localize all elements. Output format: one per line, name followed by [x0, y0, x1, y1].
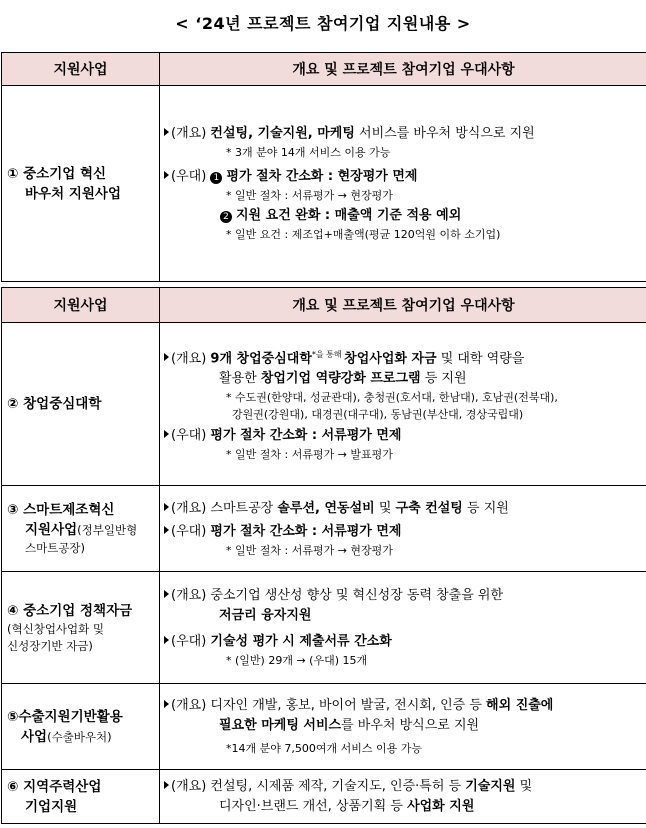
program-detail	[160, 770, 646, 824]
line-prefix: (우대)	[171, 634, 211, 649]
note-line: *14개 분야 7,500여개 서비스 이용 가능	[226, 742, 422, 755]
header-program: 지원사업	[2, 288, 160, 323]
line-segment: 9개 창업중심대학	[210, 351, 312, 367]
table-row	[2, 323, 646, 486]
line-segment: 등 지원	[462, 500, 509, 516]
line-segment: 평가 절차 간소화 : 현장평가 면제	[226, 169, 418, 184]
line-segment: 디자인·브랜드 개선, 상품기획 등	[219, 798, 408, 814]
line-segment: 기술성 평가 시 제출서류 간소화	[210, 634, 392, 649]
line-segment: 창업사업화 자금	[344, 351, 437, 367]
line-prefix: (개요)	[171, 351, 211, 367]
line-segment: 창업기업 역량강화 프로그램	[260, 371, 421, 387]
program-detail	[160, 572, 646, 684]
number-badge-icon: 1	[210, 172, 222, 184]
program-name	[2, 86, 160, 282]
program-name-line: ① 중소기업 혁신	[7, 165, 107, 182]
header-program: 지원사업	[2, 53, 160, 86]
table-row	[2, 86, 646, 282]
line-prefix: (우대)	[171, 169, 211, 184]
program-name-line: 기업지원	[25, 798, 78, 815]
line-segment: *을 통해	[311, 349, 345, 359]
detail-line	[164, 206, 646, 226]
line-segment: 활용한	[219, 371, 261, 387]
program-name-line: ③ 스마트제조혁신	[7, 502, 115, 518]
program-detail	[160, 486, 646, 572]
table-row	[2, 770, 646, 824]
line-segment: 중소기업 생산성 향상 및 혁신성장 동력 창출을 위한	[210, 588, 504, 603]
line-prefix: (개요)	[171, 500, 211, 516]
program-name	[2, 323, 160, 486]
program-name-line: ⑥ 지역주력산업	[7, 778, 102, 795]
program-sub-label: 신성장기반 자금)	[7, 638, 93, 653]
line-segment: 및	[515, 778, 533, 794]
line-prefix: (개요)	[171, 698, 211, 713]
triangle-bullet-icon	[164, 700, 169, 708]
line-prefix: (개요)	[171, 126, 211, 141]
document-title: < ‘24년 프로젝트 참여기업 지원내용 >	[175, 14, 471, 33]
triangle-bullet-icon	[164, 503, 169, 511]
line-segment: 스마트공장	[210, 500, 278, 516]
program-name-text: 사업	[21, 728, 48, 745]
program-detail	[160, 323, 646, 486]
line-segment: 및 대학 역량을	[436, 351, 525, 367]
detail-line	[164, 167, 646, 187]
line-segment: 솔루션, 연동설비	[277, 500, 375, 516]
program-sub-label: (정부일반형	[77, 523, 138, 537]
line-segment: 컨설팅, 기술지원, 마케팅	[210, 126, 355, 141]
support-table-2	[1, 287, 646, 824]
triangle-bullet-icon	[164, 590, 169, 598]
detail-line	[164, 499, 646, 519]
table-row	[2, 572, 646, 684]
line-segment: 기술지원	[465, 778, 516, 794]
note-line: * 일반 요건 : 제조업+매출액(평균 120억원 이하 소기업)	[226, 228, 501, 241]
program-name	[2, 486, 160, 572]
program-sub-label: (혁신창업사업화 및	[7, 621, 105, 636]
table-row	[2, 684, 646, 770]
line-segment: 디자인 개발, 홍보, 바이어 발굴, 전시회, 인증 등	[210, 698, 487, 713]
line-segment: 구축 컨설팅	[395, 500, 463, 516]
triangle-bullet-icon	[164, 636, 169, 644]
line-segment: 를 바우처 방식으로 지원	[341, 718, 480, 733]
detail-line	[164, 522, 646, 542]
line-segment: 등 지원	[420, 371, 467, 387]
triangle-bullet-icon	[164, 171, 169, 179]
line-prefix: (개요)	[171, 778, 211, 794]
detail-line	[164, 124, 646, 144]
note-line: * 일반 절차 : 서류평가 → 발표평가	[226, 448, 393, 462]
detail-line	[164, 716, 646, 736]
program-detail	[160, 684, 646, 770]
line-prefix: (우대)	[171, 523, 211, 539]
program-name-line: ④ 중소기업 정책자금	[7, 602, 133, 619]
program-name-line	[7, 520, 159, 540]
program-name	[2, 684, 160, 770]
program-sub-label: 스마트공장)	[25, 541, 86, 555]
triangle-bullet-icon	[164, 353, 169, 361]
line-segment: 컨설팅, 시제품 제작, 기술지도, 인증·특허 등	[210, 778, 466, 794]
detail-line	[164, 777, 646, 797]
note-line: * 3개 분야 14개 서비스 이용 가능	[226, 146, 391, 159]
program-sub-label: (수출바우처)	[47, 729, 112, 744]
detail-line	[164, 345, 646, 369]
detail-line	[164, 586, 646, 606]
note-line: * 일반 절차 : 서류평가 → 현장평가	[226, 189, 393, 202]
header-overview: 개요 및 프로젝트 참여기업 우대사항	[160, 288, 646, 323]
table-header-row	[2, 288, 646, 323]
program-name-line: ⑤수출지원기반활용	[7, 708, 123, 725]
program-name	[2, 572, 160, 684]
line-segment: 사업화 지원	[407, 798, 475, 814]
number-badge-icon: 2	[220, 211, 232, 223]
detail-line	[164, 696, 646, 716]
note-line: * (일반) 29개 → (우대) 15개	[226, 654, 368, 667]
table-row	[2, 486, 646, 572]
detail-line	[164, 369, 646, 389]
line-segment: 지원 요건 완화 : 매출액 기준 적용 예외	[236, 208, 462, 223]
program-detail	[160, 86, 646, 282]
program-name-line: 바우처 지원사업	[25, 185, 121, 202]
triangle-bullet-icon	[164, 781, 169, 789]
line-segment: 평가 절차 간소화 : 서류평가 면제	[210, 523, 402, 539]
detail-line	[164, 426, 646, 446]
detail-line	[164, 606, 646, 626]
support-table-1	[1, 52, 646, 282]
detail-line	[164, 797, 646, 817]
triangle-bullet-icon	[164, 430, 169, 438]
note-line: 강원권(강원대), 대경권(대구대), 동남권(부산대, 경상국립대)	[232, 408, 524, 422]
line-segment: 서비스를 바우처 방식으로 지원	[354, 126, 535, 141]
line-segment: 및	[374, 500, 396, 516]
program-name-line: ② 창업중심대학	[7, 396, 102, 412]
table-header-row	[2, 53, 646, 86]
note-line: * 수도권(한양대, 성균관대), 충청권(호서대, 한남대), 호남권(전북대),	[226, 391, 558, 405]
line-segment: 필요한 마케팅 서비스	[219, 718, 342, 733]
program-name-text: 지원사업	[25, 522, 78, 538]
header-overview: 개요 및 프로젝트 참여기업 우대사항	[160, 53, 646, 86]
line-segment: 해외 진출에	[486, 698, 554, 713]
triangle-bullet-icon	[164, 128, 169, 136]
detail-line	[164, 632, 646, 652]
line-prefix: (우대)	[171, 428, 211, 444]
program-name-line	[7, 727, 159, 747]
line-prefix: (개요)	[171, 588, 211, 603]
triangle-bullet-icon	[164, 526, 169, 534]
line-segment: 평가 절차 간소화 : 서류평가 면제	[210, 428, 402, 444]
program-name	[2, 770, 160, 824]
note-line: * 일반 절차 : 서류평가 → 현장평가	[226, 543, 393, 557]
line-segment: 저금리 융자지원	[219, 608, 312, 623]
